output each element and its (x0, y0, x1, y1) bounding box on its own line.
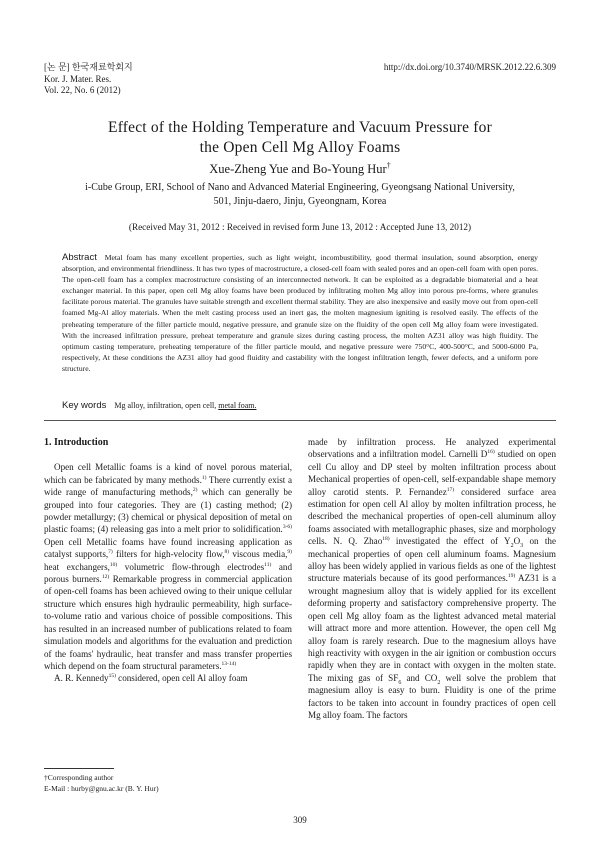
keywords-label: Key words (62, 400, 107, 411)
citation-ref: 9) (287, 549, 292, 556)
footnote-rule (44, 768, 114, 769)
keywords (62, 400, 538, 411)
divider (44, 420, 556, 421)
citation-ref: 2) (192, 487, 198, 494)
corresponding-mark: † (386, 160, 391, 170)
citation-ref: 10) (109, 561, 118, 568)
received-dates: (Received May 31, 2012 : Received in revised form June 13, 2012 : Accepted June 13, 2012) (128, 222, 472, 232)
citation-ref: 15) (108, 673, 116, 680)
chemical-subscript: 2 (437, 679, 441, 686)
affiliation (40, 181, 560, 208)
citation-ref: 12) (101, 574, 110, 581)
citation-ref: 16) (487, 449, 495, 456)
citation-ref: 11) (264, 561, 272, 568)
abstract-label: Abstract (62, 252, 97, 263)
paper-title (30, 118, 570, 158)
intro-paragraph-3: made by infiltration process. He analyzed experimental observations and a infiltration model. Carnelli $D^{16)}$ studied on open cell Cu alloy and DP steel by molten infiltration process about Mechanical properties of open-cell, self-expandable shape memory alloy carotid stents. P. Fernandez$^{17)}$ considered surface area estimation for open cell Al alloy by molten infiltration process, he described the mechanical properties of open-cell aluminum alloy foams associated with metallographic phases, size and morphology cells. N. Q. Zhao$^{18)}$ investigated the effect of $Y_2O_3$ on the mechanical properties of open cell aluminum foams. Magnesium alloy has been widely applied in various fields as one of the lightest structure materials because of its good performances.$^{19)}$ AZ31 is a wrought magnesium alloy that is widely applied for its excellent deforming property and satisfactory comprehensive property. The open cell Mg alloy foam as the lightest advanced metal material will attract more and more attention. However, the open cell Mg alloy foam is rarely research. Due to the magnesium alloys have high reactivity with oxygen in the air ignition or combustion occurs rapidly when they are in contact with oxygen in the molten state. The mixing gas of $SF_6$ and $CO_2$ well solve the problem that magnesium alloy is easy to burn. Fluidity is one of the prime factors to be taken into account in foundry practices of open cell Mg alloy foam. The factors (308, 437, 557, 720)
journal-abbrev: Kor. J. Mater. Res. (44, 73, 112, 84)
citation-ref: 3-6) (282, 524, 292, 531)
citation-ref: 8) (224, 549, 230, 556)
journal-korean-name: [논 문] 한국재료학회지 (44, 62, 133, 72)
citation-ref: 7) (108, 549, 113, 556)
intro-paragraph-2: A. R. Kennedy$^{15)}$ considered, open cell Al alloy foam (54, 673, 248, 684)
journal-header (44, 62, 133, 97)
keywords-last: metal foam. (218, 401, 257, 410)
author-email[interactable]: E-Mail : hurby@gnu.ac.kr (B. Y. Hur) (44, 784, 159, 793)
right-column (308, 436, 556, 721)
affiliation-line-2: 501, Jinju-daero, Jinju, Gyeongnam, Korea (213, 195, 387, 207)
volume-issue: Vol. 22, No. 6 (2012) (44, 85, 121, 95)
left-column (44, 437, 292, 685)
citation-ref: 19) (507, 573, 516, 580)
chemical-subscript: 2 (510, 543, 514, 550)
affiliation-line-1: i-Cube Group, ERI, School of Nano and Advanced Material Engineering, Gyeongsang National University, (85, 182, 515, 193)
citation-ref: 18) (382, 536, 390, 543)
page-number: 309 (293, 815, 307, 825)
abstract-text: Metal foam has many excellent properties, such as light weight, incombustibility, good thermal insulation, sound absorption, energy absorption, and environmental friendliness. It has two types of macrostructure, a closed-cell foam with sealed pores and an open-cell foam with open pores. The open-cell foam has a complex macrostructure consisting of an interconnected network. It can be exploited as a degradable biomaterial and a heat exchanger material. In this paper, open cell Mg alloy foams have been produced by infiltrating molten Mg alloy into porous pre-forms, where granules facilitate porous material. The granules have suitable strength and excellent thermal stability. They are also inexpensive and easily move out from open-cell foamed Mg-Al alloy materials. When the melt casting process used an inert gas, the molten magnesium igniting is resolved easily. The effects of the preheating temperature of the filler particle mould, negative pressure, and granule size on the fluidity of the open cell Mg alloy foam were investigated. With the increased infiltration pressure, preheat temperature and granule sizes during casting process, the molten AZ31 alloy was high fluidity. The optimum casting temperature, preheating temperature of the filler particle mould, and negative pressure were 750°C, 400-500°C, and 5000-6000 Pa, respectively, At these conditions the AZ31 alloy had good fluidity and castability with the longest infiltration length, fewer defects, and a uniform pore structure. (62, 253, 538, 373)
doi-link[interactable]: http://dx.doi.org/10.3740/MRSK.2012.22.6.309 (383, 62, 556, 72)
intro-paragraph-1: Open cell Metallic foams is a kind of novel porous material, which can be fabricated by many methods.$^{1)}$ There currently exist a wide range of manufacturing methods,$^{2)}$ which can generally be grouped into four categories. They are (1) casting method; (2) powder metallurgy; (3) chemical or physical deposition of metal on plastic foams; (4) releasing gas into a melt prior to solidification.$^{3-6)}$ Open cell Metallic foams have found increasing application as catalyst supports,$^{7)}$ filters for high-velocity flow,$^{8)}$ viscous media,$^{9)}$ heat exchangers,$^{10)}$ volumetric flow-through electrodes$^{11)}$ and porous burners.$^{12)}$ Remarkable progress in commercial application of open-cell foams has been achieved owing to their unique cellular structure which ensures high hydraulic permeability, high surface-to-volume ratio and various choice of possible compositions. This has resulted in an increased number of publications related to foam simulation models and algorithms for the evaluation and prediction of the foams' hydraulic, heat transfer and mass transfer properties which depend on the foam structural parameters.$^{13-14)}$ (44, 462, 293, 671)
citation-ref: 17) (446, 486, 455, 493)
title-line-2: the Open Cell Mg Alloy Foams (199, 139, 401, 156)
corresponding-author: †Corresponding author (44, 773, 114, 782)
abstract (62, 252, 538, 374)
keywords-text: Mg alloy, infiltration, open cell, (114, 401, 217, 410)
chemical-subscript: 6 (398, 679, 402, 686)
author-names: Xue-Zheng Yue and Bo-Young Hur (209, 162, 387, 176)
footnote (44, 772, 159, 794)
section-heading: 1. Introduction (44, 437, 109, 448)
chemical-subscript: 3 (520, 543, 524, 550)
authors (30, 162, 570, 177)
citation-ref: 1) (201, 474, 207, 481)
citation-ref: 13-14) (221, 660, 237, 667)
title-line-1: Effect of the Holding Temperature and Vacuum Pressure for (108, 119, 492, 136)
